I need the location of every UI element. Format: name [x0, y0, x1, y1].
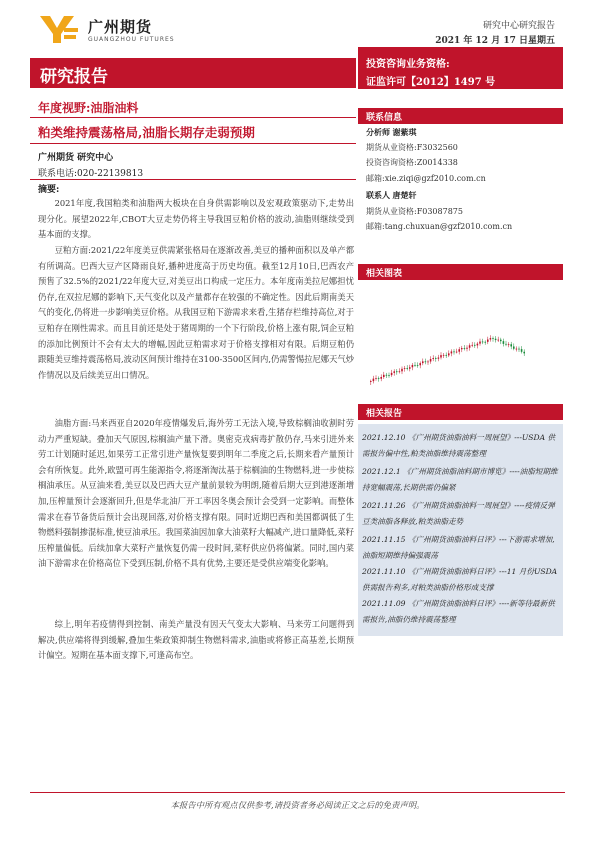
candle-body [508, 344, 510, 345]
candle-body [414, 365, 416, 366]
contact-name: 唐楚轩 [392, 190, 417, 200]
report-date: 2021 年 12 月 17 日星期五 [435, 36, 555, 46]
candle-body [404, 368, 406, 369]
candle-body [453, 351, 455, 352]
summary-paragraph-overview: 2021年度,我国粕类和油脂两大板块在自身供需影响以及宏观政策驱动下,走势出现分化。展望2022年,CBOT大豆走势仍将主导我国豆粕价格的波动,油脂则继续受到基本面的支撑。 [38, 198, 354, 240]
candle-body [503, 341, 505, 344]
summary-paragraph-conclusion: 综上,明年若疫情得到控制、南美产量没有因天气变太大影响、马来劳工问题得到解决,供应端将得到缓解,叠加生柴政策抑制生物燃料需求,油脂或将修正高基差,长期预计偏空。短期在基本面支撑下,可逢高布空。 [38, 619, 354, 661]
candle-body [479, 342, 481, 344]
candle-body [375, 378, 377, 379]
candle-body [484, 342, 486, 343]
candle-body [378, 378, 380, 379]
candle-body [383, 375, 385, 377]
candle-body [396, 371, 398, 372]
contact-person-line [366, 190, 417, 201]
summary-divider [30, 179, 356, 180]
candle-body [469, 345, 471, 347]
candle-body [477, 344, 479, 346]
candle-body [451, 351, 453, 353]
candle-body [471, 345, 473, 346]
candle-body [393, 371, 395, 373]
candle-body [445, 355, 447, 356]
candle-body [388, 375, 390, 376]
candle-body [495, 339, 497, 340]
analyst-role: 分析师 [366, 127, 390, 137]
candlestick-chart-image [366, 300, 556, 400]
contact-role: 联系人 [366, 190, 390, 200]
department-label: 研究中心研究报告 [482, 21, 555, 31]
report-type-title: 研究报告 [40, 67, 108, 87]
research-org: 广州期货 研究中心 [38, 153, 114, 163]
candle-body [510, 344, 512, 346]
candle-body [438, 358, 440, 359]
candle-body [458, 349, 460, 351]
candle-body [448, 353, 450, 355]
license-number: 证监许可【2012】1497 号 [366, 77, 496, 88]
related-report-item[interactable]: 2021.11.09 《广州期货油脂油料日评》----新等待最新供需报告,油脂仍维持震荡整理 [362, 599, 555, 624]
headline-divider [30, 143, 356, 144]
candle-body [492, 338, 494, 339]
analyst-advisor-license: 投资咨询资格:Z0014338 [366, 158, 458, 167]
candle-body [391, 373, 393, 375]
candle-body [490, 338, 492, 339]
analyst-line [366, 127, 417, 138]
annual-view-title: 年度视野:油脂油料 [38, 101, 139, 115]
candle-body [461, 348, 463, 349]
analyst-email[interactable]: 邮箱:xie.ziqi@gzf2010.com.cn [366, 174, 486, 183]
contact-section-title: 联系信息 [366, 113, 403, 123]
analyst-name: 谢紫琪 [392, 127, 417, 137]
candle-body [399, 371, 401, 372]
candle-body [474, 345, 476, 346]
candle-body [409, 367, 411, 368]
candle-body [466, 348, 468, 349]
candle-body [516, 349, 518, 350]
brand-name: 广州期货 [88, 18, 153, 36]
footer-divider [30, 792, 565, 793]
candle-body [435, 358, 437, 359]
candle-body [523, 352, 525, 354]
candle-body [456, 352, 458, 353]
contact-phone: 联系电话:020-22139813 [38, 169, 144, 179]
candle-body [464, 348, 466, 349]
candle-body [440, 355, 442, 357]
related-report-item[interactable]: 2021.11.15 《广州期货油脂油料日评》---下游需求增加,油脂短期维持偏强震荡 [362, 535, 555, 560]
analyst-license: 期货从业资格:F3032560 [366, 143, 458, 152]
summary-paragraph-oils: 油脂方面:马来西亚自2020年疫情爆发后,海外劳工无法入境,导致棕榈油收割时劳动力严重短缺。叠加天气原因,棕榈油产量下滑。奥密克戎病毒扩散仍存,马来引进外来劳工计划随时延迟,如果劳工正常引进产量恢复要到明年二季度之后,长期来看产量预计会有所恢复。此外,欧盟可再生能源指令,将逐渐淘汰基于棕榈油的生物燃料,进一步使棕榈油承压。从豆油来看,美豆以及巴西大豆产量前景较为明朗,随着后期大豆到港逐渐增加,压榨量预计会逐渐回升,但是华北油厂开工率因冬奥会预计会受到一定影响。而整体需求在春节备货后预计会出现回落,对价格支撑有限。同时近期巴西和美国都调低了生物燃料强制掺混标准,使豆油承压。我国菜油因加拿大油菜籽大幅减产,进口量降低,菜籽压榨量偏低。后续加拿大菜籽产量恢复仍需一段时间,菜籽供应仍将偏紧。同时,国内菜油下游需求在价格高位下受到压制,价格不具有优势,主要还是受供应端变化影响。 [38, 418, 354, 569]
candle-body [412, 365, 414, 367]
candle-body [419, 363, 421, 365]
contact-license: 期货从业资格:F03087875 [366, 207, 463, 216]
brand-name-en: GUANGZHOU FUTURES [88, 36, 175, 43]
candle-body [422, 361, 424, 363]
title-divider [30, 117, 356, 118]
candle-body [487, 340, 489, 342]
candle-body [521, 349, 523, 352]
candle-body [380, 377, 382, 379]
candle-body [373, 379, 375, 381]
candle-body [500, 340, 502, 341]
candle-body [417, 365, 419, 366]
related-reports-title: 相关报告 [366, 409, 403, 419]
candle-body [497, 340, 499, 341]
related-report-item[interactable]: 2021.11.10 《广州期货油脂油料日评》---11 月份USDA 供需报告利多,对粕类油脂价格形成支撑 [362, 567, 558, 592]
candle-body [386, 375, 388, 376]
candle-body [518, 349, 520, 350]
contact-email[interactable]: 邮箱:tang.chuxuan@gzf2010.com.cn [366, 222, 513, 231]
candle-body [505, 344, 507, 345]
candle-body [406, 368, 408, 369]
chart-section-title: 相关图表 [366, 269, 403, 279]
candle-body [432, 358, 434, 359]
summary-label: 摘要: [38, 185, 60, 195]
license-label: 投资咨询业务资格: [366, 59, 450, 70]
guangzhou-futures-logo-icon [40, 14, 78, 44]
report-headline: 粕类维持震荡格局,油脂长期存走弱预期 [38, 125, 255, 140]
related-report-item[interactable]: 2021.12.1 《广州期货油脂油料期市博览》----油脂短期维持宽幅震荡,长期供需仍偏紧 [362, 467, 558, 492]
candle-body [425, 361, 427, 362]
footer-disclaimer: 本报告中所有观点仅供参考,请投资者务必阅读正文之后的免责声明。 [170, 800, 425, 810]
candle-body [401, 369, 403, 371]
candle-body [482, 342, 484, 343]
related-report-item[interactable]: 2021.11.26 《广州期货油脂油料一周展望》----疫情反弹豆类油脂各释放,粕类油脂走势 [362, 501, 555, 526]
related-report-item[interactable]: 2021.12.10 《广州期货油脂油料一周展望》---USDA 供需报告偏中性,粕类油脂维持震荡整理 [362, 433, 556, 458]
candle-body [430, 359, 432, 361]
candle-body [427, 362, 429, 363]
summary-paragraph-soymeal: 豆粕方面:2021/22年度美豆供需紧张格局在逐渐改善,美豆的播种面积以及单产都有所调高。巴西大豆产区降雨良好,播种进度高于历史均值。截至12月10日,巴西农产预售了32.5%的2021/22年度大豆,对美豆出口构成一定压力。本年度南美拉尼娜担忧仍存,在双拉尼娜的影响下,天气变化以及产量都存在较强的不确定性。因此后期南美天气的变化,仍将进一步影响美豆价格。从我国豆粕下游需求来看,生猪存栏维持高位,对于豆粕存在刚性需求。而且目前还是处于猪周期的一个下行阶段,价格上涨有限,饲企豆粕的添加比例预计不会有太大的增幅,因此豆粕需求对于价格支撑相对有限。后期豆粕仍跟随美豆维持震荡格局,波动区间预计维持在3100-3500区间内,仍需警惕拉尼娜天气炒作情况以及后续美豆出口情况。 [38, 245, 354, 380]
candle-body [513, 346, 515, 348]
candle-body [443, 355, 445, 356]
candle-body [370, 381, 372, 382]
